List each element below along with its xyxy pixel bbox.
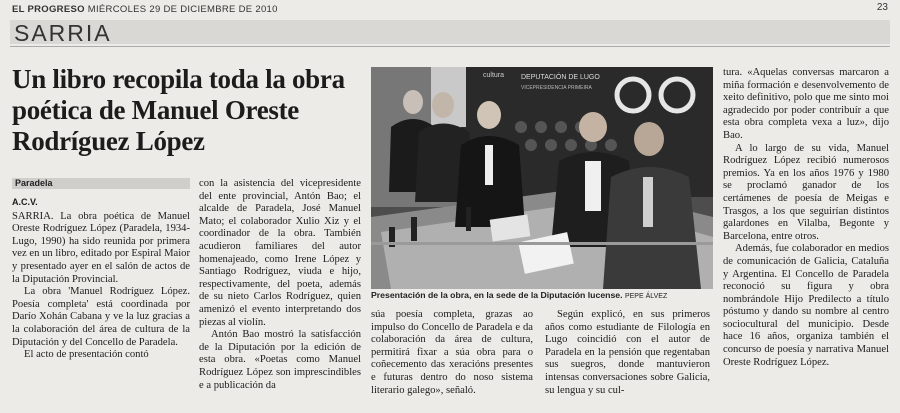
paragraph: A lo largo de su vida, Manuel Rodríguez López recibió numerosos premios. Ya en los años 1976 y 1980 se proclamó ganador de los certámenes de poesía de Meigas e Trasgos, a los que seguirían distintos galardones en Vilalba, Begonte y Barcelona, entre otros. <box>723 142 889 242</box>
newspaper-name: EL PROGRESO <box>12 4 85 15</box>
byline: A.C.V. <box>12 197 38 207</box>
section-bar <box>10 20 890 44</box>
location-tag: Paradela <box>12 178 190 189</box>
column-2 <box>199 178 361 392</box>
paragraph: Según explicó, en sus primeros años como estudiante de Filología en Lugo coincidió con el autor de Paradela en la pensión que regentaban sus suegros, donde mantuvieron intensas conversaciones sobre Galicia, su lengua y su cul- <box>545 309 710 396</box>
paragraph: SARRIA. La obra poética de Manuel Oreste Rodríguez López (Paradela, 1934-Lugo, 1990) ha sido reunida por primera vez en un libro, editado por Espiral Maior y presentado ayer en el salón de actos de la Diputación Provincial. <box>12 210 190 285</box>
caption-text: Presentación de la obra, en la sede de la Diputación lucense. <box>371 290 623 300</box>
article-headline: Un libro recopila toda la obra poética de Manuel Oreste Rodríguez López <box>12 64 345 156</box>
section-title: SARRIA <box>14 20 112 46</box>
column-4 <box>545 309 710 397</box>
column-1 <box>12 196 190 362</box>
paragraph: El acto de presentación contó <box>24 349 149 361</box>
photo-credit: PEPE ÁLVEZ <box>624 293 668 300</box>
article-photo <box>371 67 713 289</box>
photo-caption <box>371 290 713 300</box>
page-header <box>0 0 900 20</box>
paragraph: tura. «Aquelas conversas marcaron a miña formación e desenvolvemento de xeito definitivo, polo que me sinto moi agradecido por poder contribuír a que esta obra completa vexa a luz», dijo Bao. <box>723 67 889 141</box>
column-5 <box>723 67 889 369</box>
paragraph: Antón Bao mostró la satisfacción de la Diputación por la edición de esta obra. «Poetas como Manuel Rodríguez López son imprescindibles e a publicación da <box>199 329 361 391</box>
issue-date: MIÉRCOLES 29 DE DICIEMBRE DE 2010 <box>87 4 278 15</box>
paragraph: La obra 'Manuel Rodríguez López. Poesía completa' está coordinada por Darío Xohán Cabana y ve la luz gracias a la colaboración del área de cultura de la Diputación y del Concello de Paradela. <box>12 286 190 348</box>
paragraph: con la asistencia del vicepresidente del ente provincial, Antón Bao; el alcalde de Paradela, José Manuel Mato; el colaborador Xulio Xiz y el coordinador de la obra. También acudieron familiares del autor homenajeado, como Irene López y Santiago Rodríguez, viuda e hijo, respectivamente, del poeta, además de su nieto Carlos Rodríguez, quien amenizó el evento interpretando dos piezas al violín. <box>199 178 361 328</box>
press-conference-photo <box>371 67 713 289</box>
header-rule <box>10 46 890 47</box>
paragraph: Además, fue colaborador en medios de comunicación de Galicia, Cataluña y Argentina. El Concello de Paradela reconoció su figura y obra nombrándole Hijo Predilecto a título póstumo y dando su nombre al centro sociocultural del municipio. Desde hace 16 años, organiza también el concurso de poesía y narrativa Manuel Oreste Rodríguez López. <box>723 243 889 368</box>
banner-subtitle: VICEPRESIDENCIA PRIMEIRA <box>521 85 592 91</box>
column-3 <box>371 309 533 397</box>
banner-title: DEPUTACIÓN DE LUGO <box>521 74 600 81</box>
masthead <box>12 4 278 15</box>
paragraph: súa poesía completa, grazas ao impulso do Concello de Paradela e da colaboración da área de cultura, permitirá fixar a súa obra para o coñecemento das xeracións presentes e futuras dentro do noso sistema literario galego», señaló. <box>371 309 533 396</box>
banner-left-text: cultura <box>483 72 505 79</box>
page-number: 23 <box>876 2 888 13</box>
